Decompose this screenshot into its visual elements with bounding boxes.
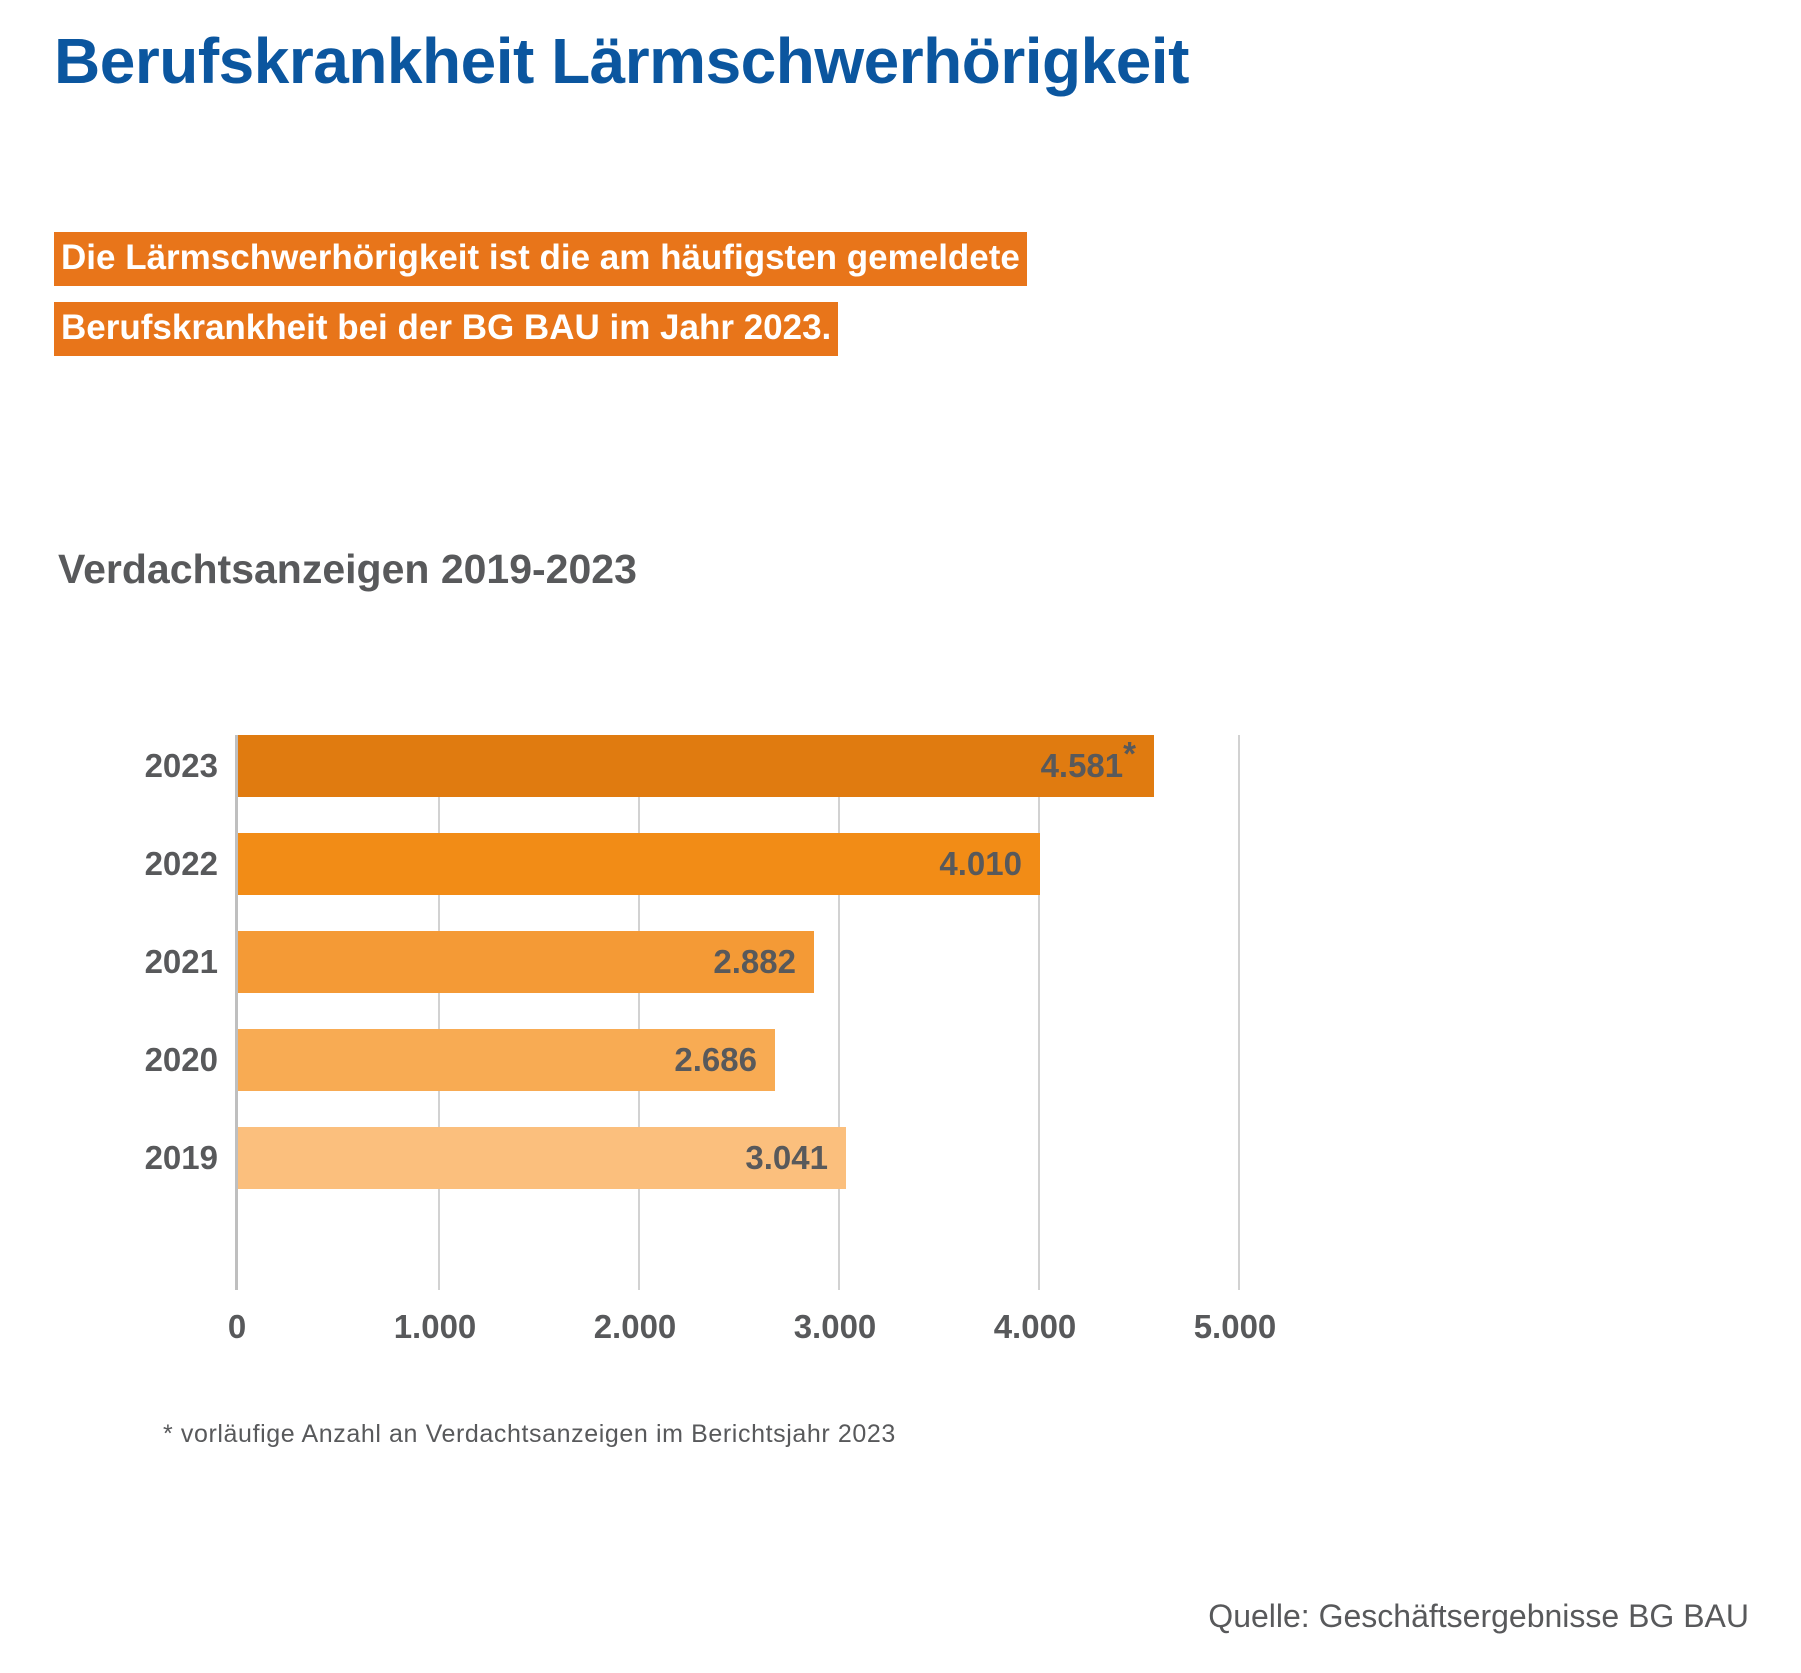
table-row [238, 1029, 775, 1091]
y-axis-label-2022: 2022 [144, 845, 218, 882]
subtitle-line-1: Die Lärmschwerhörigkeit ist die am häufigsten gemeldete [54, 232, 1027, 286]
bar-value-2023: 4.581* [1040, 735, 1136, 784]
chart-title: Verdachtsanzeigen 2019-2023 [58, 546, 637, 592]
bar-2023 [238, 735, 1154, 797]
bar-value-2020: 2.686 [674, 1041, 757, 1078]
plot-area [235, 735, 1337, 1290]
bar-value-2022: 4.010 [939, 845, 1022, 882]
y-axis-label-2021: 2021 [144, 943, 218, 980]
y-axis-label-2023: 2023 [144, 747, 218, 784]
x-tick-2000: 2.000 [593, 1308, 677, 1345]
bar-2020 [238, 1029, 775, 1091]
x-tick-1000: 1.000 [393, 1308, 477, 1345]
bar-chart [58, 735, 1358, 1345]
table-row [238, 931, 814, 993]
x-tick-0: 0 [227, 1308, 247, 1345]
source-note: Quelle: Geschäftsergebnisse BG BAU [1208, 1598, 1749, 1634]
table-row [238, 833, 1040, 895]
subtitle-block [54, 232, 1554, 372]
chart-footnote: * vorläufige Anzahl an Verdachtsanzeigen im Berichtsjahr 2023 [163, 1420, 896, 1448]
x-tick-3000: 3.000 [793, 1308, 877, 1345]
y-axis-label-2020: 2020 [144, 1041, 218, 1078]
bar-rows [238, 735, 1337, 1290]
subtitle-line-2: Berufskrankheit bei der BG BAU im Jahr 2023. [54, 302, 838, 356]
bar-2021 [238, 931, 814, 993]
y-axis-label-2019: 2019 [144, 1139, 218, 1176]
x-tick-4000: 4.000 [993, 1308, 1077, 1345]
x-tick-5000: 5.000 [1193, 1308, 1277, 1345]
bar-2019 [238, 1127, 846, 1189]
bar-value-2021: 2.882 [713, 943, 796, 980]
page-title: Berufskrankheit Lärmschwerhörigkeit [54, 25, 1189, 97]
x-axis [227, 1290, 1337, 1360]
bar-2022 [238, 833, 1040, 895]
table-row [238, 1127, 846, 1189]
table-row [238, 735, 1154, 797]
bar-value-2019: 3.041 [745, 1139, 828, 1176]
